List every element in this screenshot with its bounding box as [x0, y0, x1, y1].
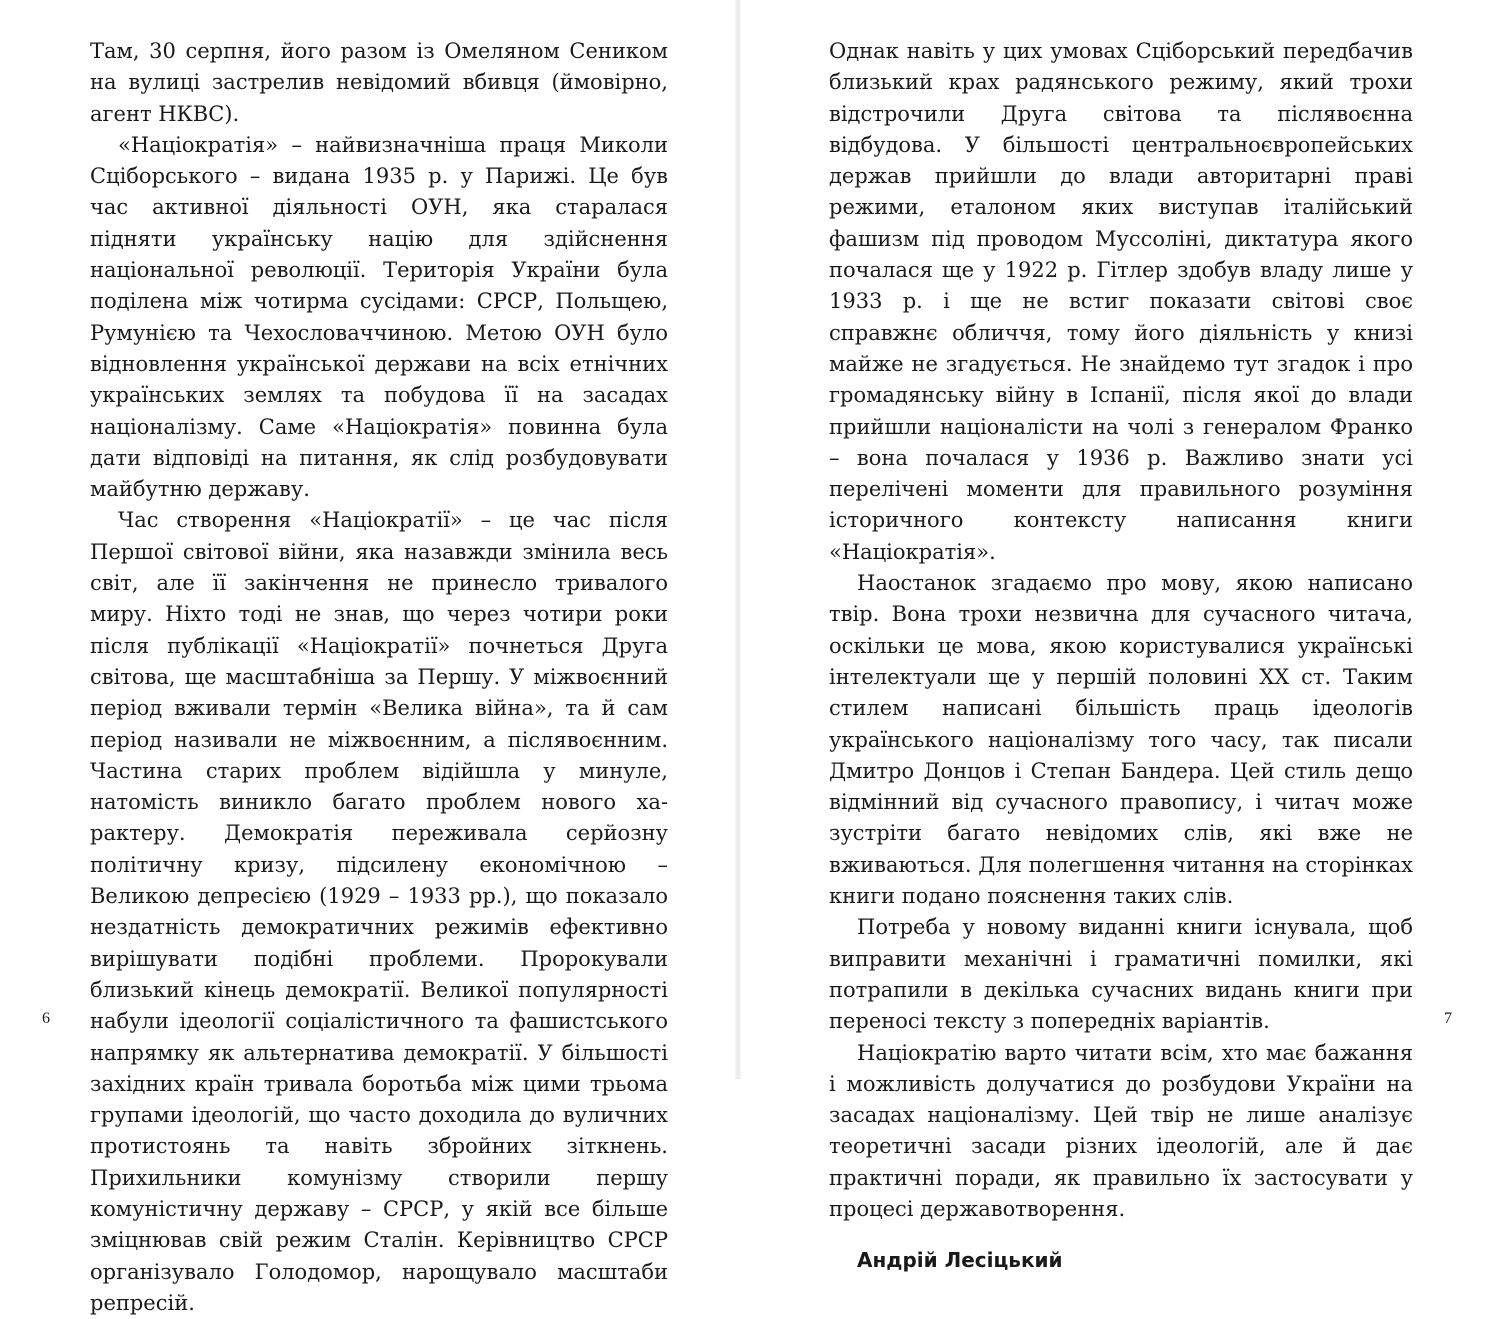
paragraph: Націократію варто читати всім, хто має бажання і можливість долучатися до розбудови України на засадах націоналізму. Цей твір не лише аналізує теоретичні засади різних ідеологій, але й дає практичні поради, як правильно їх застосувати у процесі державотворення. — [829, 1040, 1413, 1221]
page-number-right: 7 — [1444, 1010, 1452, 1027]
author-signature: Андрій Лесіцький — [857, 1248, 1063, 1273]
paragraph: Наостанок згадаємо про мову, якою написано твір. Вона трохи незвична для сучасного читача, оскільки це мова, якою користувалися українські інтелектуали ще у першій половині XX ст. Таким стилем написані більшість праць ідеологів українського націоналізму того часу, так писали Дмитро Донцов і Степан Бандера. Цей стиль дещо відмінний від сучасного правопису, і читач може зустріти багато невідомих слів, які вже не вживаються. Для полегшення читання на сторінках книги подано пояснення таких слів. — [829, 571, 1413, 909]
paragraph: Там, 30 серпня, його разом із Омеляном Сеником на вулиці застрелив невідомий вбивця (ймовірно, агент НКВС). — [90, 39, 668, 126]
right-page — [829, 36, 1413, 1277]
paragraph: Час створення «Націократії» – це час після Першої світової війни, яка назавжди змінила весь світ, але її закінчення не принесло тривалого миру. Ніхто тоді не знав, що через чотири роки після публікації «Націократії» почнеться Друга світова, ще масштабніша за Першу. У міжвоєнний період вживали термін «Велика війна», та й сам період називали не міжвоєнним, а післявоєнним. Частина старих проблем відійшла у минуле, натомість виникло багато проблем нового характеру. Демократія переживала серйозну політичну кризу, підсилену економічною – Великою депресією (1929 – 1933 рр.), що показало нездатність демократичних режимів ефективно вирішувати подібні проблеми. Пророкували близький кінець демократії. Великої популярності набули ідеології соціалістичного та фашистського напрямку як альтернатива демократії. У більшості західних країн тривала боротьба між цими трьома групами ідеологій, що часто доходила до вуличних протистоянь та навіть збройних зіткнень. Прихильники комунізму створили першу комуністичну державу – СРСР, у якій все більше зміцнював свій режим Сталін. Керівництво СРСР організувало Голодомор, нарощувало масштаби репресій. — [90, 508, 668, 1315]
paragraph: «Націократія» – найвизначніша праця Миколи Сціборського – видана 1935 р. у Парижі. Це був час активної діяльності ОУН, яка старалася підняти українську націю для здійснення національної революції. Територія України була поділена між чотирма сусідами: СРСР, Польщею, Румунією та Чехословаччиною. Метою ОУН було відновлення української держави на всіх етнічних українських землях та побудова її на засадах націоналізму. Саме «Націократія» повинна була дати відповіді на питання, як слід розбудовувати майбутню державу. — [90, 132, 668, 502]
paragraph: Однак навіть у цих умовах Сціборський передбачив близький крах радянського режиму, який трохи відстрочили Друга світова та післявоєнна відбудова. У більшості центральноєвропейських держав прийшли до влади авторитарні праві режими, еталоном яких виступав італійський фашизм під проводом Муссоліні, диктатура якого почалася ще у 1922 р. Гітлер здобув владу лише у 1933 р. і ще не встиг показати світові своє справжнє обличчя, тому його діяльність у книзі майже не згадується. Не знайдемо тут згадок і про громадянську війну в Іспанії, після якої до влади прийшли націоналісти на чолі з генералом Франко – вона почалася у 1936 р. Важливо знати усі перелічені моменти для правильного розуміння історичного контексту написання книги «Націократія». — [829, 39, 1413, 564]
page-number-left: 6 — [42, 1010, 50, 1027]
book-gutter — [735, 0, 741, 1079]
left-page — [90, 36, 668, 1319]
paragraph: Потреба у новому виданні книги існувала, щоб виправити механічні і граматичні помилки, які потрапили в декілька сучасних видань книги при переносі тексту з попередніх варіантів. — [829, 915, 1413, 1034]
